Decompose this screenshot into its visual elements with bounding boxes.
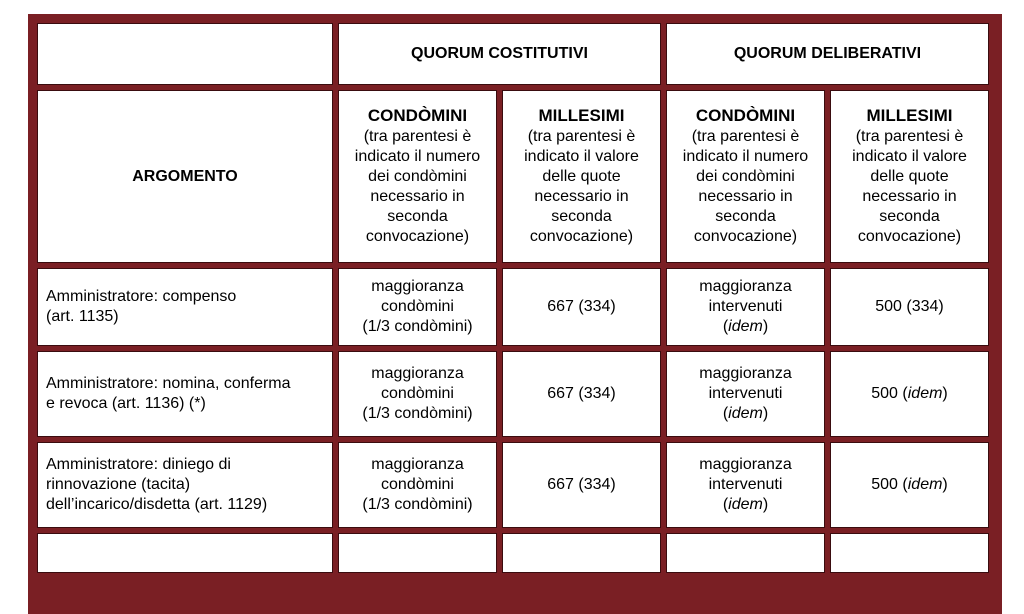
argomento-cell (37, 533, 333, 573)
delib-millesimi-cell: 500 (idem) (830, 351, 989, 437)
cost-condomini-cell: maggioranza condòmini (1/3 condòmini) (338, 351, 497, 437)
column-title: MILLESIMI (538, 106, 625, 125)
delib-condomini-cell: maggioranza intervenuti (idem) (666, 442, 825, 528)
cost-condomini-header (338, 90, 497, 263)
column-title: CONDÒMINI (367, 106, 468, 125)
quorum-costitutivi-header: QUORUM COSTITUTIVI (338, 23, 661, 85)
quorum-table (32, 18, 994, 578)
column-header-row (37, 90, 989, 263)
argomento-cell: Amministratore: nomina, conferma e revoca (art. 1136) (*) (37, 351, 333, 437)
argomento-header: ARGOMENTO (37, 90, 333, 263)
column-note: (tra parentesi è indicato il numero dei condòmini necessario in seconda convocazione) (682, 128, 809, 245)
delib-millesimi-cell: 500 (334) (830, 268, 989, 346)
delib-millesimi-cell: 500 (idem) (830, 442, 989, 528)
column-title: MILLESIMI (866, 106, 953, 125)
column-note: (tra parentesi è indicato il valore delle quote necessario in seconda convocazione) (852, 128, 967, 245)
quorum-table-frame (28, 14, 1002, 614)
column-title: CONDÒMINI (695, 106, 796, 125)
column-note: (tra parentesi è indicato il numero dei condòmini necessario in seconda convocazione) (354, 128, 481, 245)
argomento-cell: Amministratore: diniego di rinnovazione (tacita) dell’incarico/disdetta (art. 1129) (37, 442, 333, 528)
column-note: (tra parentesi è indicato il valore delle quote necessario in seconda convocazione) (524, 128, 639, 245)
cost-millesimi-cell: 667 (334) (502, 442, 661, 528)
cost-condomini-cell: maggioranza condòmini (1/3 condòmini) (338, 442, 497, 528)
delib-condomini-header (666, 90, 825, 263)
quorum-deliberativi-header: QUORUM DELIBERATIVI (666, 23, 989, 85)
table-row (37, 351, 989, 437)
table-row (37, 268, 989, 346)
table-row-partial (37, 533, 989, 573)
delib-condomini-cell: maggioranza intervenuti (idem) (666, 268, 825, 346)
delib-millesimi-header (830, 90, 989, 263)
cost-millesimi-cell (502, 533, 661, 573)
delib-millesimi-cell (830, 533, 989, 573)
table-row (37, 442, 989, 528)
empty-corner-cell (37, 23, 333, 85)
delib-condomini-cell: maggioranza intervenuti (idem) (666, 351, 825, 437)
argomento-cell: Amministratore: compenso (art. 1135) (37, 268, 333, 346)
cost-millesimi-header (502, 90, 661, 263)
delib-condomini-cell (666, 533, 825, 573)
cost-millesimi-cell: 667 (334) (502, 351, 661, 437)
cost-condomini-cell: maggioranza condòmini (1/3 condòmini) (338, 268, 497, 346)
cost-millesimi-cell: 667 (334) (502, 268, 661, 346)
cost-condomini-cell (338, 533, 497, 573)
group-header-row (37, 23, 989, 85)
